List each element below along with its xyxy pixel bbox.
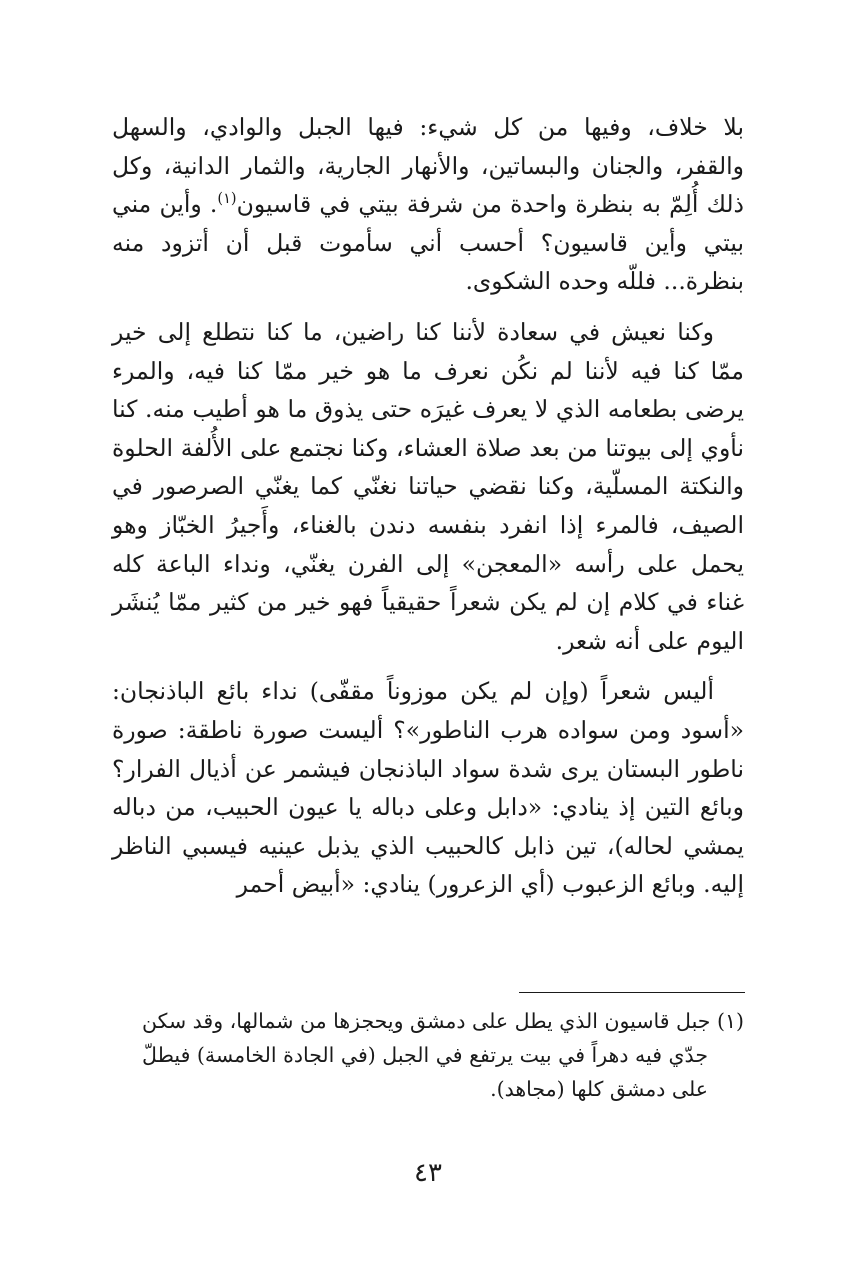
paragraph-1-text-continued: . وأين مني بيتي وأين قاسيون؟ أحسب أني سأموت قبل أن أتزود منه بنظرة... فللّه وحده الشكوى. xyxy=(112,190,744,296)
footnotes xyxy=(112,1004,744,1106)
footnote-1 xyxy=(112,1004,744,1106)
footnote-marker: (١) xyxy=(716,1009,744,1033)
paragraph-1 xyxy=(112,108,744,301)
page-number: ٤٣ xyxy=(414,1158,442,1188)
paragraph-3: أليس شعراً (وإن لم يكن موزوناً مقفّى) نداء بائع الباذنجان: «أسود ومن سواده هرب الناطور»؟ أليست صورة ناطقة: صورة ناطور البستان يرى شدة سواد الباذنجان فيشمر عن أذيال الفرار؟ وبائع التين إذ ينادي: «دابل وعلى دباله يا عيون الحبيب، من دباله يمشي لحاله)، تين ذابل كالحبيب الذي يذبل عينيه فيسبي الناظر إليه. وبائع الزعبوب (أي الزعرور) ينادي: «أبيض أحمر xyxy=(112,677,744,899)
paragraph-1-text: بلا خلاف، وفيها من كل شيء: فيها الجبل والوادي، والسهل والقفر، والجنان والبساتين، والأنهار الجارية، والثمار الدانية، وكل ذلك أُلِمّ به بنظرة واحدة من شرفة بيتي في قاسيون xyxy=(112,113,745,219)
footnote-reference[interactable]: (١) xyxy=(217,190,237,208)
main-text xyxy=(112,108,744,916)
paragraph-2: وكنا نعيش في سعادة لأننا كنا راضين، ما كنا نتطلع إلى خير ممّا كنا فيه لأننا لم نكُن نعرف ما هو خير ممّا كنا فيه، والمرء يرضى بطعامه الذي لا يعرف غيرَه حتى يذوق ما هو أطيب منه. كنا نأوي إلى بيوتنا من بعد صلاة العشاء، وكنا نجتمع على الأُلفة الحلوة والنكتة المسلّية، وكنا نقضي حياتنا نغنّي كما يغنّي الصرصور في الصيف، فالمرء إذا انفرد بنفسه دندن بالغناء، وأَجيرُ الخبّاز وهو يحمل على رأسه «المعجن» إلى الفرن يغنّي، ونداء الباعة كله غناء في كلام إن لم يكن شعراً حقيقياً فهو خير من كثير ممّا يُنشَر اليوم على أنه شعر. xyxy=(112,317,744,655)
footnote-separator xyxy=(519,992,745,993)
footnote-text: جبل قاسيون الذي يطل على دمشق ويحجزها من شمالها، وقد سكن جدّي فيه دهراً في بيت يرتفع في الجبل (في الجادة الخامسة) فيطلّ على دمشق كلها (مجاهد). xyxy=(142,1009,711,1101)
